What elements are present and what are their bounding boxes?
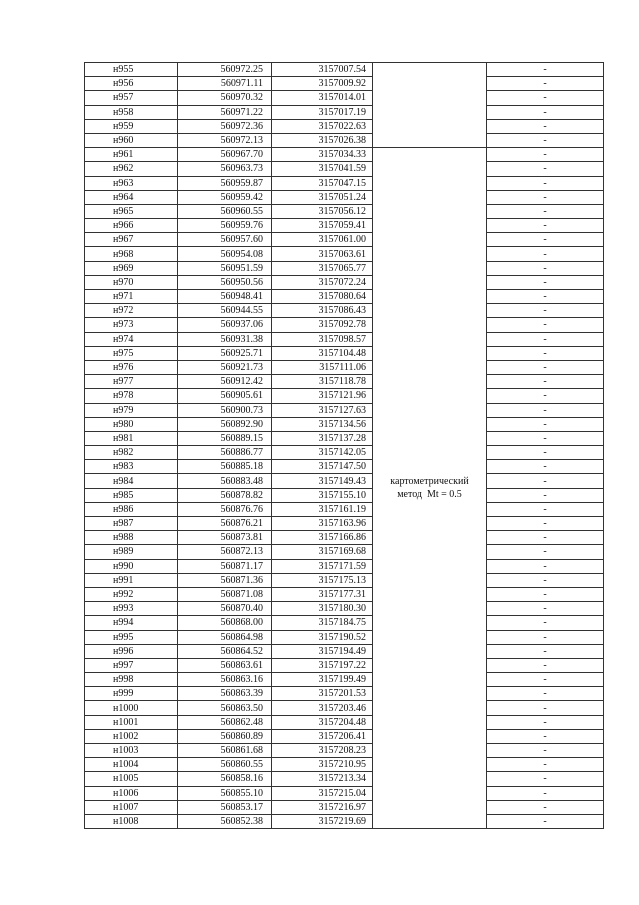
table-row bbox=[85, 204, 604, 218]
table-row bbox=[85, 474, 604, 488]
y-coordinate-cell: 3157034.33 bbox=[272, 148, 373, 162]
description-cell: - bbox=[487, 559, 604, 573]
description-cell: - bbox=[487, 403, 604, 417]
x-coordinate-cell: 560937.06 bbox=[178, 318, 272, 332]
table-row bbox=[85, 800, 604, 814]
table-row bbox=[85, 658, 604, 672]
point-id-cell: н988 bbox=[85, 531, 178, 545]
y-coordinate-cell: 3157041.59 bbox=[272, 162, 373, 176]
x-coordinate-cell: 560971.11 bbox=[178, 77, 272, 91]
point-id-cell: н1002 bbox=[85, 729, 178, 743]
point-id-cell: н982 bbox=[85, 446, 178, 460]
x-coordinate-cell: 560950.56 bbox=[178, 275, 272, 289]
x-coordinate-cell: 560871.08 bbox=[178, 587, 272, 601]
table-row bbox=[85, 431, 604, 445]
x-coordinate-cell: 560967.70 bbox=[178, 148, 272, 162]
table-row bbox=[85, 616, 604, 630]
point-id-cell: н993 bbox=[85, 602, 178, 616]
point-id-cell: н997 bbox=[85, 658, 178, 672]
x-coordinate-cell: 560862.48 bbox=[178, 715, 272, 729]
table-row bbox=[85, 290, 604, 304]
table-row bbox=[85, 644, 604, 658]
y-coordinate-cell: 3157208.23 bbox=[272, 744, 373, 758]
y-coordinate-cell: 3157111.06 bbox=[272, 360, 373, 374]
y-coordinate-cell: 3157134.56 bbox=[272, 417, 373, 431]
point-id-cell: н978 bbox=[85, 389, 178, 403]
point-id-cell: н977 bbox=[85, 375, 178, 389]
description-cell: - bbox=[487, 545, 604, 559]
y-coordinate-cell: 3157061.00 bbox=[272, 233, 373, 247]
table-row bbox=[85, 233, 604, 247]
description-cell: - bbox=[487, 729, 604, 743]
table-row bbox=[85, 701, 604, 715]
point-id-cell: н1003 bbox=[85, 744, 178, 758]
description-cell: - bbox=[487, 119, 604, 133]
y-coordinate-cell: 3157149.43 bbox=[272, 474, 373, 488]
point-id-cell: н995 bbox=[85, 630, 178, 644]
point-id-cell: н984 bbox=[85, 474, 178, 488]
description-cell: - bbox=[487, 346, 604, 360]
coordinates-table-page bbox=[84, 62, 601, 829]
y-coordinate-cell: 3157104.48 bbox=[272, 346, 373, 360]
y-coordinate-cell: 3157194.49 bbox=[272, 644, 373, 658]
x-coordinate-cell: 560878.82 bbox=[178, 488, 272, 502]
point-id-cell: н994 bbox=[85, 616, 178, 630]
x-coordinate-cell: 560876.21 bbox=[178, 517, 272, 531]
x-coordinate-cell: 560959.87 bbox=[178, 176, 272, 190]
x-coordinate-cell: 560951.59 bbox=[178, 261, 272, 275]
table-row bbox=[85, 119, 604, 133]
y-coordinate-cell: 3157121.96 bbox=[272, 389, 373, 403]
description-cell: - bbox=[487, 290, 604, 304]
y-coordinate-cell: 3157184.75 bbox=[272, 616, 373, 630]
table-row bbox=[85, 219, 604, 233]
x-coordinate-cell: 560860.89 bbox=[178, 729, 272, 743]
y-coordinate-cell: 3157026.38 bbox=[272, 133, 373, 147]
description-cell: - bbox=[487, 758, 604, 772]
description-cell: - bbox=[487, 360, 604, 374]
table-row bbox=[85, 488, 604, 502]
point-id-cell: н967 bbox=[85, 233, 178, 247]
point-id-cell: н989 bbox=[85, 545, 178, 559]
x-coordinate-cell: 560871.17 bbox=[178, 559, 272, 573]
x-coordinate-cell: 560959.76 bbox=[178, 219, 272, 233]
y-coordinate-cell: 3157072.24 bbox=[272, 275, 373, 289]
table-row bbox=[85, 63, 604, 77]
description-cell: - bbox=[487, 701, 604, 715]
point-id-cell: н956 bbox=[85, 77, 178, 91]
point-id-cell: н976 bbox=[85, 360, 178, 374]
x-coordinate-cell: 560972.25 bbox=[178, 63, 272, 77]
point-id-cell: н964 bbox=[85, 190, 178, 204]
table-row bbox=[85, 105, 604, 119]
table-row bbox=[85, 148, 604, 162]
x-coordinate-cell: 560852.38 bbox=[178, 814, 272, 828]
y-coordinate-cell: 3157098.57 bbox=[272, 332, 373, 346]
table-row bbox=[85, 715, 604, 729]
y-coordinate-cell: 3157007.54 bbox=[272, 63, 373, 77]
y-coordinate-cell: 3157118.78 bbox=[272, 375, 373, 389]
table-row bbox=[85, 332, 604, 346]
y-coordinate-cell: 3157190.52 bbox=[272, 630, 373, 644]
x-coordinate-cell: 560972.13 bbox=[178, 133, 272, 147]
description-cell: - bbox=[487, 233, 604, 247]
y-coordinate-cell: 3157080.64 bbox=[272, 290, 373, 304]
x-coordinate-cell: 560863.50 bbox=[178, 701, 272, 715]
x-coordinate-cell: 560864.52 bbox=[178, 644, 272, 658]
point-id-cell: н992 bbox=[85, 587, 178, 601]
point-id-cell: н1001 bbox=[85, 715, 178, 729]
y-coordinate-cell: 3157056.12 bbox=[272, 204, 373, 218]
table-row bbox=[85, 602, 604, 616]
table-row bbox=[85, 247, 604, 261]
point-id-cell: н958 bbox=[85, 105, 178, 119]
description-cell: - bbox=[487, 630, 604, 644]
description-cell: - bbox=[487, 247, 604, 261]
table-row bbox=[85, 517, 604, 531]
point-id-cell: н963 bbox=[85, 176, 178, 190]
table-row bbox=[85, 360, 604, 374]
x-coordinate-cell: 560853.17 bbox=[178, 800, 272, 814]
x-coordinate-cell: 560925.71 bbox=[178, 346, 272, 360]
y-coordinate-cell: 3157059.41 bbox=[272, 219, 373, 233]
x-coordinate-cell: 560971.22 bbox=[178, 105, 272, 119]
x-coordinate-cell: 560957.60 bbox=[178, 233, 272, 247]
description-cell: - bbox=[487, 304, 604, 318]
y-coordinate-cell: 3157147.50 bbox=[272, 460, 373, 474]
point-id-cell: н999 bbox=[85, 687, 178, 701]
table-row bbox=[85, 502, 604, 516]
description-cell: - bbox=[487, 488, 604, 502]
y-coordinate-cell: 3157142.05 bbox=[272, 446, 373, 460]
description-cell: - bbox=[487, 602, 604, 616]
description-cell: - bbox=[487, 91, 604, 105]
description-cell: - bbox=[487, 460, 604, 474]
description-cell: - bbox=[487, 800, 604, 814]
x-coordinate-cell: 560954.08 bbox=[178, 247, 272, 261]
description-cell: - bbox=[487, 772, 604, 786]
point-id-cell: н973 bbox=[85, 318, 178, 332]
y-coordinate-cell: 3157163.96 bbox=[272, 517, 373, 531]
x-coordinate-cell: 560960.55 bbox=[178, 204, 272, 218]
y-coordinate-cell: 3157014.01 bbox=[272, 91, 373, 105]
description-cell: - bbox=[487, 446, 604, 460]
table-row bbox=[85, 630, 604, 644]
x-coordinate-cell: 560876.76 bbox=[178, 502, 272, 516]
coordinates-table bbox=[84, 62, 604, 829]
description-cell: - bbox=[487, 517, 604, 531]
y-coordinate-cell: 3157137.28 bbox=[272, 431, 373, 445]
point-id-cell: н1004 bbox=[85, 758, 178, 772]
table-row bbox=[85, 673, 604, 687]
point-id-cell: н983 bbox=[85, 460, 178, 474]
method-accuracy: метод Mt = 0.5 bbox=[397, 489, 462, 501]
description-cell: - bbox=[487, 219, 604, 233]
point-id-cell: н991 bbox=[85, 573, 178, 587]
table-row bbox=[85, 261, 604, 275]
y-coordinate-cell: 3157063.61 bbox=[272, 247, 373, 261]
description-cell: - bbox=[487, 616, 604, 630]
y-coordinate-cell: 3157092.78 bbox=[272, 318, 373, 332]
x-coordinate-cell: 560959.42 bbox=[178, 190, 272, 204]
table-row bbox=[85, 318, 604, 332]
x-coordinate-cell: 560900.73 bbox=[178, 403, 272, 417]
table-row bbox=[85, 403, 604, 417]
point-id-cell: н981 bbox=[85, 431, 178, 445]
point-id-cell: н971 bbox=[85, 290, 178, 304]
y-coordinate-cell: 3157166.86 bbox=[272, 531, 373, 545]
point-id-cell: н987 bbox=[85, 517, 178, 531]
table-row bbox=[85, 389, 604, 403]
description-cell: - bbox=[487, 474, 604, 488]
table-row bbox=[85, 417, 604, 431]
y-coordinate-cell: 3157161.19 bbox=[272, 502, 373, 516]
x-coordinate-cell: 560883.48 bbox=[178, 474, 272, 488]
y-coordinate-cell: 3157199.49 bbox=[272, 673, 373, 687]
description-cell: - bbox=[487, 133, 604, 147]
table-row bbox=[85, 587, 604, 601]
method-cell bbox=[373, 148, 487, 829]
table-row bbox=[85, 573, 604, 587]
description-cell: - bbox=[487, 63, 604, 77]
description-cell: - bbox=[487, 332, 604, 346]
x-coordinate-cell: 560970.32 bbox=[178, 91, 272, 105]
table-row bbox=[85, 77, 604, 91]
y-coordinate-cell: 3157215.04 bbox=[272, 786, 373, 800]
point-id-cell: н962 bbox=[85, 162, 178, 176]
x-coordinate-cell: 560863.61 bbox=[178, 658, 272, 672]
table-row bbox=[85, 559, 604, 573]
point-id-cell: н1007 bbox=[85, 800, 178, 814]
description-cell: - bbox=[487, 417, 604, 431]
x-coordinate-cell: 560872.13 bbox=[178, 545, 272, 559]
x-coordinate-cell: 560873.81 bbox=[178, 531, 272, 545]
point-id-cell: н980 bbox=[85, 417, 178, 431]
x-coordinate-cell: 560905.61 bbox=[178, 389, 272, 403]
x-coordinate-cell: 560886.77 bbox=[178, 446, 272, 460]
point-id-cell: н996 bbox=[85, 644, 178, 658]
x-coordinate-cell: 560921.73 bbox=[178, 360, 272, 374]
description-cell: - bbox=[487, 190, 604, 204]
x-coordinate-cell: 560931.38 bbox=[178, 332, 272, 346]
point-id-cell: н960 bbox=[85, 133, 178, 147]
point-id-cell: н970 bbox=[85, 275, 178, 289]
y-coordinate-cell: 3157022.63 bbox=[272, 119, 373, 133]
description-cell: - bbox=[487, 261, 604, 275]
x-coordinate-cell: 560944.55 bbox=[178, 304, 272, 318]
table-body bbox=[85, 63, 604, 829]
description-cell: - bbox=[487, 658, 604, 672]
method-name: картометрический bbox=[390, 476, 469, 488]
description-cell: - bbox=[487, 531, 604, 545]
x-coordinate-cell: 560863.39 bbox=[178, 687, 272, 701]
y-coordinate-cell: 3157219.69 bbox=[272, 814, 373, 828]
description-cell: - bbox=[487, 814, 604, 828]
table-row bbox=[85, 346, 604, 360]
y-coordinate-cell: 3157175.13 bbox=[272, 573, 373, 587]
x-coordinate-cell: 560912.42 bbox=[178, 375, 272, 389]
x-coordinate-cell: 560972.36 bbox=[178, 119, 272, 133]
description-cell: - bbox=[487, 105, 604, 119]
table-row bbox=[85, 545, 604, 559]
description-cell: - bbox=[487, 502, 604, 516]
y-coordinate-cell: 3157047.15 bbox=[272, 176, 373, 190]
point-id-cell: н986 bbox=[85, 502, 178, 516]
x-coordinate-cell: 560860.55 bbox=[178, 758, 272, 772]
description-cell: - bbox=[487, 176, 604, 190]
point-id-cell: н1008 bbox=[85, 814, 178, 828]
table-row bbox=[85, 176, 604, 190]
x-coordinate-cell: 560948.41 bbox=[178, 290, 272, 304]
y-coordinate-cell: 3157009.92 bbox=[272, 77, 373, 91]
y-coordinate-cell: 3157201.53 bbox=[272, 687, 373, 701]
point-id-cell: н1005 bbox=[85, 772, 178, 786]
y-coordinate-cell: 3157197.22 bbox=[272, 658, 373, 672]
y-coordinate-cell: 3157180.30 bbox=[272, 602, 373, 616]
y-coordinate-cell: 3157127.63 bbox=[272, 403, 373, 417]
table-row bbox=[85, 744, 604, 758]
description-cell: - bbox=[487, 148, 604, 162]
description-cell: - bbox=[487, 673, 604, 687]
y-coordinate-cell: 3157216.97 bbox=[272, 800, 373, 814]
x-coordinate-cell: 560864.98 bbox=[178, 630, 272, 644]
point-id-cell: н974 bbox=[85, 332, 178, 346]
y-coordinate-cell: 3157177.31 bbox=[272, 587, 373, 601]
x-coordinate-cell: 560863.16 bbox=[178, 673, 272, 687]
table-row bbox=[85, 687, 604, 701]
description-cell: - bbox=[487, 162, 604, 176]
y-coordinate-cell: 3157210.95 bbox=[272, 758, 373, 772]
point-id-cell: н968 bbox=[85, 247, 178, 261]
y-coordinate-cell: 3157051.24 bbox=[272, 190, 373, 204]
table-row bbox=[85, 162, 604, 176]
description-cell: - bbox=[487, 744, 604, 758]
point-id-cell: н955 bbox=[85, 63, 178, 77]
table-row bbox=[85, 190, 604, 204]
description-cell: - bbox=[487, 375, 604, 389]
description-cell: - bbox=[487, 587, 604, 601]
table-row bbox=[85, 304, 604, 318]
point-id-cell: н1000 bbox=[85, 701, 178, 715]
x-coordinate-cell: 560892.90 bbox=[178, 417, 272, 431]
description-cell: - bbox=[487, 275, 604, 289]
point-id-cell: н961 bbox=[85, 148, 178, 162]
x-coordinate-cell: 560889.15 bbox=[178, 431, 272, 445]
point-id-cell: н972 bbox=[85, 304, 178, 318]
table-row bbox=[85, 772, 604, 786]
point-id-cell: н990 bbox=[85, 559, 178, 573]
point-id-cell: н957 bbox=[85, 91, 178, 105]
table-row bbox=[85, 446, 604, 460]
x-coordinate-cell: 560858.16 bbox=[178, 772, 272, 786]
point-id-cell: н985 bbox=[85, 488, 178, 502]
point-id-cell: н969 bbox=[85, 261, 178, 275]
point-id-cell: н1006 bbox=[85, 786, 178, 800]
point-id-cell: н959 bbox=[85, 119, 178, 133]
point-id-cell: н998 bbox=[85, 673, 178, 687]
table-row bbox=[85, 531, 604, 545]
description-cell: - bbox=[487, 687, 604, 701]
y-coordinate-cell: 3157204.48 bbox=[272, 715, 373, 729]
x-coordinate-cell: 560855.10 bbox=[178, 786, 272, 800]
y-coordinate-cell: 3157203.46 bbox=[272, 701, 373, 715]
y-coordinate-cell: 3157206.41 bbox=[272, 729, 373, 743]
description-cell: - bbox=[487, 389, 604, 403]
table-row bbox=[85, 758, 604, 772]
description-cell: - bbox=[487, 431, 604, 445]
y-coordinate-cell: 3157065.77 bbox=[272, 261, 373, 275]
table-row bbox=[85, 275, 604, 289]
description-cell: - bbox=[487, 644, 604, 658]
table-row bbox=[85, 460, 604, 474]
table-row bbox=[85, 786, 604, 800]
description-cell: - bbox=[487, 786, 604, 800]
table-row bbox=[85, 91, 604, 105]
description-cell: - bbox=[487, 715, 604, 729]
method-cell-empty bbox=[373, 63, 487, 148]
y-coordinate-cell: 3157017.19 bbox=[272, 105, 373, 119]
y-coordinate-cell: 3157086.43 bbox=[272, 304, 373, 318]
point-id-cell: н966 bbox=[85, 219, 178, 233]
y-coordinate-cell: 3157213.34 bbox=[272, 772, 373, 786]
point-id-cell: н965 bbox=[85, 204, 178, 218]
description-cell: - bbox=[487, 318, 604, 332]
x-coordinate-cell: 560868.00 bbox=[178, 616, 272, 630]
description-cell: - bbox=[487, 204, 604, 218]
x-coordinate-cell: 560861.68 bbox=[178, 744, 272, 758]
y-coordinate-cell: 3157155.10 bbox=[272, 488, 373, 502]
point-id-cell: н975 bbox=[85, 346, 178, 360]
x-coordinate-cell: 560870.40 bbox=[178, 602, 272, 616]
x-coordinate-cell: 560885.18 bbox=[178, 460, 272, 474]
table-row bbox=[85, 375, 604, 389]
description-cell: - bbox=[487, 77, 604, 91]
x-coordinate-cell: 560963.73 bbox=[178, 162, 272, 176]
y-coordinate-cell: 3157171.59 bbox=[272, 559, 373, 573]
point-id-cell: н979 bbox=[85, 403, 178, 417]
x-coordinate-cell: 560871.36 bbox=[178, 573, 272, 587]
y-coordinate-cell: 3157169.68 bbox=[272, 545, 373, 559]
description-cell: - bbox=[487, 573, 604, 587]
table-row bbox=[85, 814, 604, 828]
table-row bbox=[85, 133, 604, 147]
table-row bbox=[85, 729, 604, 743]
